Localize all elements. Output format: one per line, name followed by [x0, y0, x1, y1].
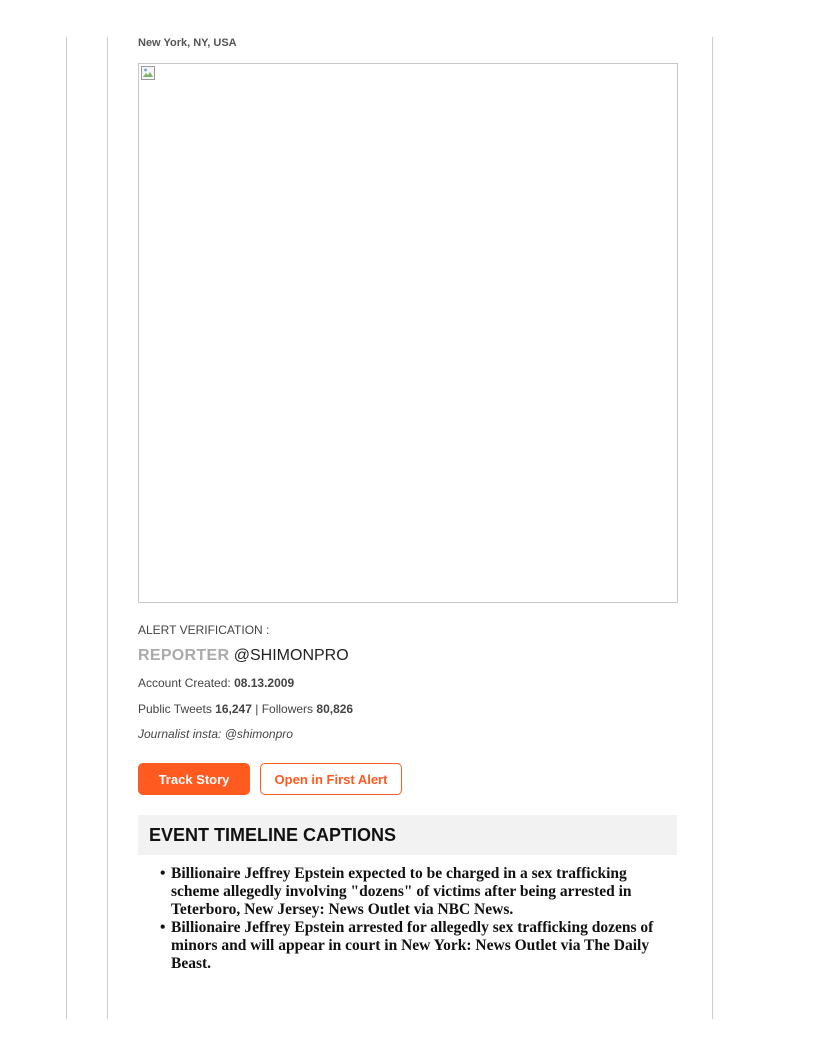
stats-separator: | [255, 702, 259, 716]
open-in-first-alert-button[interactable]: Open in First Alert [260, 763, 402, 795]
track-story-button[interactable]: Track Story [138, 763, 250, 795]
location-label: New York, NY, USA [138, 37, 237, 49]
timeline-item: • Billionaire Jeffrey Epstein expected to be charged in a sex trafficking scheme allegedly involving "dozens" of victims after being arrested in Teterboro, New Jersey: News Outlet via NBC News. [160, 865, 660, 919]
broken-image-icon [141, 66, 155, 80]
tweets-count: 16,247 [215, 702, 252, 716]
page-border-left-inner [107, 37, 108, 1019]
timeline-list [160, 865, 660, 973]
page-border-right [712, 37, 713, 1019]
alert-verification-label: ALERT VERIFICATION : [138, 623, 270, 637]
account-created [138, 676, 294, 690]
reporter-line [138, 647, 349, 665]
journalist-insta-note: Journalist insta: @shimonpro [138, 727, 293, 741]
account-stats [138, 702, 353, 716]
tweets-label: Public Tweets [138, 702, 212, 716]
alert-image [138, 63, 678, 603]
followers-label: Followers [261, 702, 314, 716]
followers-count: 80,826 [316, 702, 354, 716]
reporter-handle: @SHIMONPRO [233, 647, 349, 664]
timeline-item: • Billionaire Jeffrey Epstein arrested for allegedly sex trafficking dozens of minors and will appear in court in New York: News Outlet via The Daily Beast. [160, 919, 660, 973]
timeline-title: EVENT TIMELINE CAPTIONS [149, 824, 397, 845]
account-created-value: 08.13.2009 [234, 676, 295, 690]
page-border-left-outer [66, 37, 67, 1019]
timeline-header [138, 815, 677, 855]
reporter-tag: REPORTER [138, 647, 230, 664]
account-created-label: Account Created: [138, 676, 231, 690]
